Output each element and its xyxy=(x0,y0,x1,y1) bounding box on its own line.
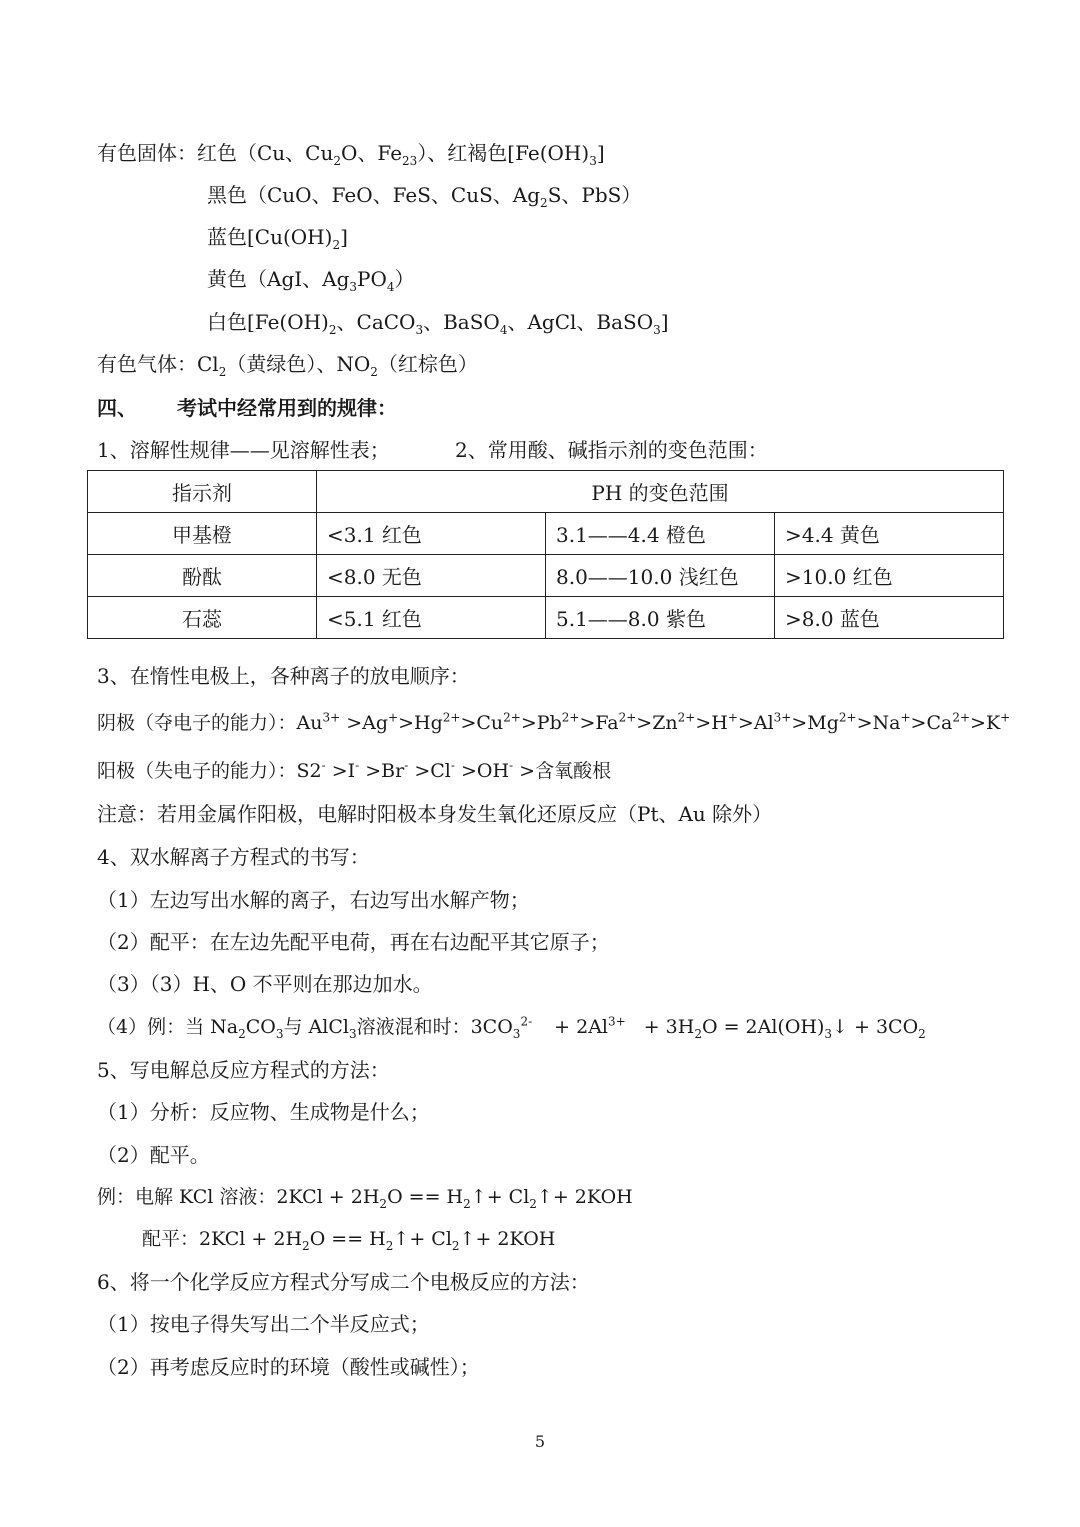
item-6-title: 6、将一个化学反应方程式分写成二个电极反应的方法： xyxy=(97,1270,590,1294)
ion-charge: - xyxy=(450,758,455,773)
item-5-step-2: （2）配平。 xyxy=(97,1143,210,1167)
table-row xyxy=(88,597,1004,639)
ion-symbol: S2 xyxy=(296,760,322,782)
indicator-table xyxy=(87,470,1004,639)
table-cell: 石蕊 xyxy=(88,597,317,639)
item-5-step-1: （1）分析：反应物、生成物是什么； xyxy=(97,1100,430,1124)
ion-symbol: >Al xyxy=(737,712,774,734)
ion-charge: + xyxy=(1000,710,1011,725)
ion-charge: 2+ xyxy=(677,710,696,725)
item-1: 1、溶解性规律——见溶解性表； xyxy=(97,438,390,462)
ion-symbol: >Cu xyxy=(460,712,504,734)
ion-charge: - xyxy=(321,758,326,773)
ion-symbol: >Ca xyxy=(910,712,953,734)
colored-solids-white: 白色[$Fe(OH)_2$、CaCO$_3$、BaSO$_4$、AgCl、BaSO$_3$] xyxy=(207,310,669,337)
table-cell: >8.0 蓝色 xyxy=(775,597,1004,639)
table-header-row xyxy=(88,471,1004,513)
item-4-step-2: （2）配平：在左边先配平电荷，再在右边配平其它原子； xyxy=(97,930,610,954)
ion-charge: - xyxy=(509,758,514,773)
table-cell: 甲基橙 xyxy=(88,513,317,555)
ion-charge: - xyxy=(355,758,360,773)
ion-charge: 2+ xyxy=(503,710,521,725)
section-heading: 四、 考试中经常用到的规律： xyxy=(97,396,397,420)
item-3: 3、在惰性电极上，各种离子的放电顺序： xyxy=(97,664,470,688)
ion-symbol: >Pb xyxy=(520,712,562,734)
item-5-title: 5、写电解总反应方程式的方法： xyxy=(97,1058,390,1082)
table-cell: >4.4 黄色 xyxy=(775,513,1004,555)
cathode-order: 阴极（夺电子的能力）：$Au^{3+} >Ag^+>Hg^{2+}>Cu^{2+}>Pb^{2+}>Fa^{2+}>Zn^{2+}>H^+>Al^{3+}>Mg^{2+}>Na^+>Ca^{2+}>K^+$ xyxy=(97,710,1011,734)
cathode-ions xyxy=(297,712,1011,734)
table-cell: <8.0 无色 xyxy=(317,555,546,597)
ion-symbol: >H xyxy=(695,712,728,734)
anode-ions xyxy=(297,760,612,782)
table-cell: 3.1——4.4 橙色 xyxy=(546,513,775,555)
ion-charge: + xyxy=(727,710,738,725)
item-6-step-2: （2）再考虑反应时的环境（酸性或碱性）； xyxy=(97,1355,480,1379)
item-4-step-1: （1）左边写出水解的离子，右边写出水解产物； xyxy=(97,888,530,912)
ion-symbol: >含氧酸根 xyxy=(513,760,612,782)
table-row xyxy=(88,513,1004,555)
item-5-balanced: 配平：$2KCl + 2H_2O$ == $H_2↑+$ $Cl_2↑+ 2KOH$ xyxy=(142,1228,556,1253)
item-4-example: （4）例：当 $Na_2CO_3$与 AlCl$_3$溶液混和时：$3CO_3^{2-} + 2Al^{3+} + 3H_2O$ = $2Al(OH)_3↓ + 3CO_2$ xyxy=(97,1014,926,1041)
table-cell: 8.0——10.0 浅红色 xyxy=(546,555,775,597)
ion-charge: 2+ xyxy=(442,710,461,725)
colored-solids-blue: 蓝色$[Cu(OH)_2]$ xyxy=(207,225,348,252)
ion-charge: + xyxy=(388,710,399,725)
item-6-step-1: （1）按电子得失写出二个半反应式； xyxy=(97,1312,430,1336)
ion-charge: 2+ xyxy=(838,710,857,725)
table-cell: <5.1 红色 xyxy=(317,597,546,639)
table-cell: <3.1 红色 xyxy=(317,513,546,555)
ion-symbol: >Hg xyxy=(398,712,443,734)
ion-symbol: >Zn xyxy=(636,712,678,734)
colored-gases: 有色气体：$Cl_2$（黄绿色）、$NO_2$（红棕色） xyxy=(97,352,478,379)
ion-symbol: >OH xyxy=(454,760,510,782)
item-2: 2、常用酸、碱指示剂的变色范围： xyxy=(455,438,768,462)
table-cell: >10.0 红色 xyxy=(775,555,1004,597)
item-4-step-3: （3）（3）H、O 不平则在那边加水。 xyxy=(97,972,433,996)
colored-solids-yellow: 黄色（AgI、$Ag_3PO_4$） xyxy=(207,267,415,294)
ion-symbol: >Ag xyxy=(340,712,389,734)
ion-charge: - xyxy=(404,758,409,773)
ion-charge: 2+ xyxy=(618,710,637,725)
table-row xyxy=(88,555,1004,597)
table-header-cell: 指示剂 xyxy=(88,471,317,513)
ion-charge: 2+ xyxy=(561,710,580,725)
colored-solids-black: 黑色（CuO、FeO、FeS、CuS、$Ag_2S$、PbS） xyxy=(207,183,642,210)
table-cell: 酚酞 xyxy=(88,555,317,597)
item-5-example: 例：电解 KCl 溶液：$2KCl + 2H_2O$ == $H_2↑+$ $Cl_2↑+ 2KOH$ xyxy=(97,1186,633,1211)
table-cell: 5.1——8.0 紫色 xyxy=(546,597,775,639)
page-number: 5 xyxy=(534,1432,546,1451)
ion-symbol: >Na xyxy=(856,712,901,734)
ion-charge: + xyxy=(900,710,911,725)
ion-charge: 3+ xyxy=(322,710,341,725)
ion-charge: 2+ xyxy=(952,710,971,725)
ion-symbol: >Fa xyxy=(579,712,619,734)
ion-symbol: >I xyxy=(325,760,356,782)
ion-charge: 3+ xyxy=(773,710,792,725)
ion-symbol: >Cl xyxy=(408,760,451,782)
ion-symbol: Au xyxy=(296,712,323,734)
note: 注意：若用金属作阳极，电解时阳极本身发生氧化还原反应（Pt、Au 除外） xyxy=(97,802,773,826)
ion-symbol: >K xyxy=(970,712,1001,734)
item-4-title: 4、双水解离子方程式的书写： xyxy=(97,845,370,869)
table-header-cell: PH 的变色范围 xyxy=(317,471,1004,513)
colored-solids-red: 有色固体：红色（Cu、$Cu_2O$、$Fe_{23}$）、红褐色$[Fe(OH)_3]$ xyxy=(97,141,605,168)
ion-symbol: >Br xyxy=(359,760,405,782)
ion-symbol: >Mg xyxy=(791,712,839,734)
anode-order: 阳极（失电子的能力）：S2- >I- >Br- >Cl- >OH- >含氧酸根 xyxy=(97,758,612,782)
